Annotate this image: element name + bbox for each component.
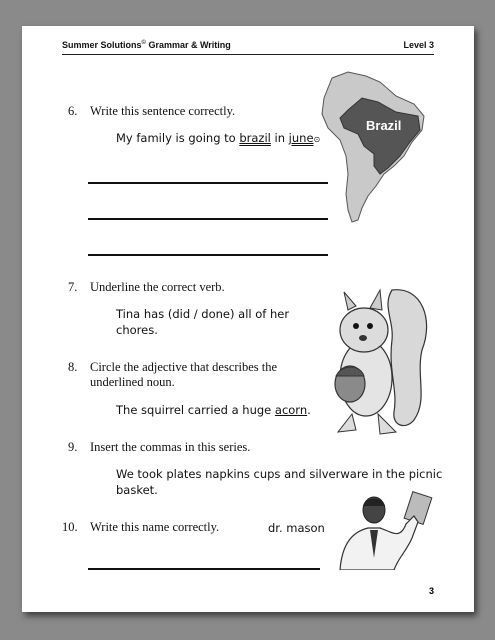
q8-number: 8. — [68, 360, 78, 374]
header-level: Level 3 — [403, 40, 434, 50]
q7-answer-line1: Tina has (did / done) all of her — [116, 307, 290, 321]
q8-underlined-noun: acorn — [274, 403, 308, 417]
q6-prompt: Write this sentence correctly. — [90, 104, 236, 118]
map-label-brazil: Brazil — [366, 118, 402, 133]
q8-prompt-line2: underlined noun. — [90, 375, 175, 389]
q6-word-brazil: brazil — [239, 131, 271, 145]
q6-answer-line-1 — [88, 182, 328, 184]
worksheet-page — [22, 26, 474, 612]
q10-prompt: Write this name correctly. — [90, 520, 220, 534]
q8-answer: The squirrel carried a huge acorn. — [116, 403, 311, 417]
south-america-map — [318, 70, 430, 224]
squirrel-illustration — [322, 280, 434, 442]
page-number: 3 — [428, 586, 434, 596]
q9-answer-line2: basket. — [116, 483, 158, 497]
q10-number: 10. — [62, 520, 78, 534]
q6-number: 6. — [68, 104, 78, 118]
q7-number: 7. — [68, 280, 78, 294]
header-rule — [62, 54, 434, 55]
q10-name: dr. mason — [268, 521, 325, 535]
q10-answer-line — [88, 568, 320, 570]
q9-prompt: Insert the commas in this series. — [90, 440, 251, 454]
q8-prompt-line1: Circle the adjective that describes the — [90, 360, 278, 374]
q9-number: 9. — [68, 440, 78, 454]
q6-answer-line-2 — [88, 218, 328, 220]
q7-prompt: Underline the correct verb. — [90, 280, 225, 294]
doctor-illustration — [334, 488, 434, 570]
q9-answer-line1: We took plates napkins cups and silverware in the picnic — [116, 467, 443, 481]
q6-word-june: june — [288, 131, 314, 145]
q7-answer-line2: chores. — [116, 323, 158, 337]
q6-word-going: going — [188, 131, 221, 145]
header-title: Summer Solutions© Grammar & Writing — [62, 40, 231, 50]
q6-sentence: My family is going to brazil in june⊙ — [116, 131, 321, 145]
q6-answer-line-3 — [88, 254, 328, 256]
